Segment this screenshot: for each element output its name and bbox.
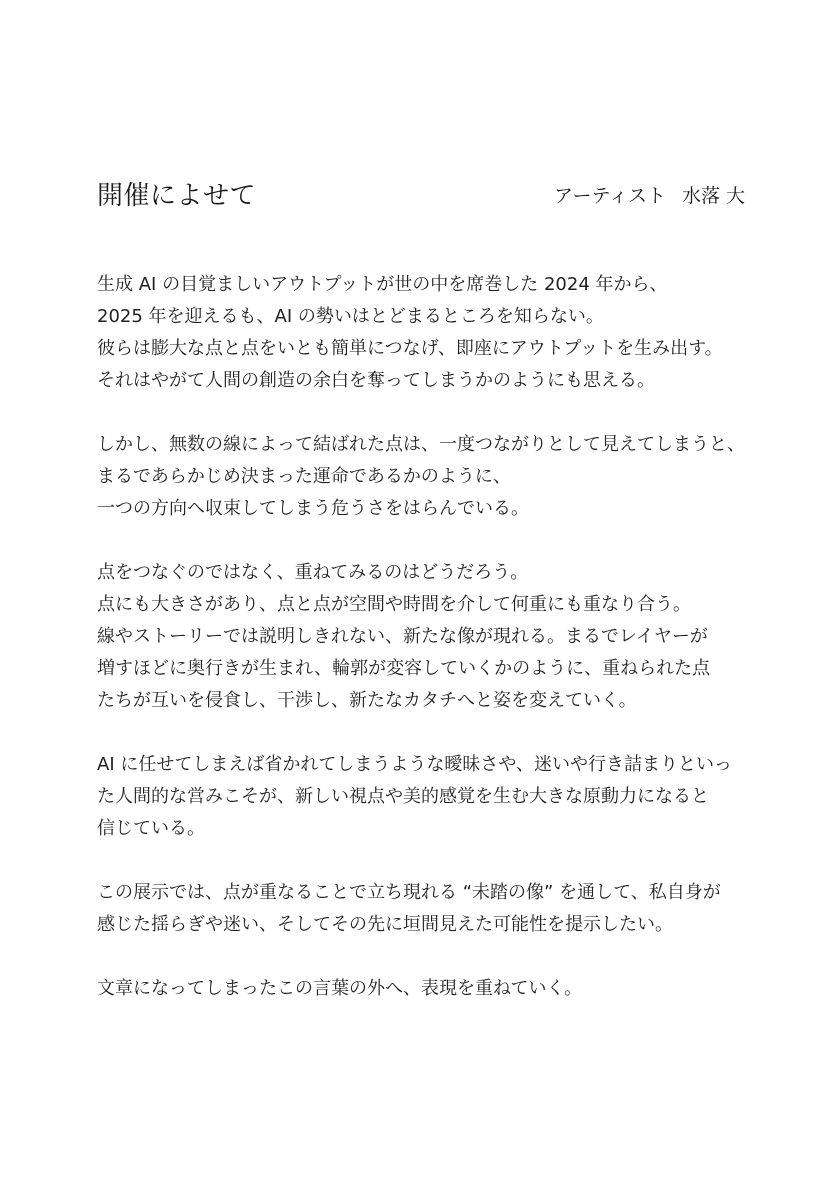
paragraph-line: まるであらかじめ決まった運命であるかのように、 bbox=[97, 466, 511, 487]
paragraph-line: 彼らは膨大な点と点をいとも簡単につなげ、即座にアウトプットを生み出す。 bbox=[97, 338, 723, 359]
paragraph-line: 増すほどに奥行きが生まれ、輪郭が変容していくかのように、重ねられた点 bbox=[97, 658, 711, 679]
paragraph-line: た人間的な営みこそが、新しい視点や美的感覚を生む大きな原動力になると bbox=[97, 786, 709, 807]
paragraph-line: 信じている。 bbox=[97, 818, 205, 839]
paragraph-line: AI に任せてしまえば省かれてしまうような曖昧さや、迷いや行き詰まりといっ bbox=[97, 754, 732, 775]
paragraph-line: この展示では、点が重なることで立ち現れる “未踏の像” を通して、私自身が bbox=[97, 882, 721, 903]
paragraph-line: 生成 AI の目覚ましいアウトプットが世の中を席巻した 2024 年から、 bbox=[97, 274, 668, 295]
document-body bbox=[97, 269, 757, 1037]
paragraph bbox=[97, 269, 757, 397]
paragraph bbox=[97, 429, 757, 525]
paragraph bbox=[97, 749, 757, 845]
paragraph-line: 2025 年を迎えるも、AI の勢いはとどまるところを知らない。 bbox=[97, 306, 604, 327]
paragraph bbox=[97, 973, 757, 1005]
paragraph-line: たちが互いを侵食し、干渉し、新たなカタチへと姿を変えていく。 bbox=[97, 690, 637, 711]
paragraph-line: 文章になってしまったこの言葉の外へ、表現を重ねていく。 bbox=[97, 978, 583, 999]
artist-role: アーティスト bbox=[554, 185, 666, 207]
paragraph bbox=[97, 877, 757, 941]
paragraph-line: 一つの方向へ収束してしまう危うさをはらんでいる。 bbox=[97, 498, 529, 519]
paragraph-line: しかし、無数の線によって結ばれた点は、一度つながりとして見えてしまうと、 bbox=[97, 434, 745, 455]
paragraph bbox=[97, 557, 757, 717]
artist-name: 水落 大 bbox=[681, 185, 745, 207]
paragraph-line: 点にも大きさがあり、点と点が空間や時間を介して何重にも重なり合う。 bbox=[97, 594, 691, 615]
paragraph-line: 線やストーリーでは説明しきれない、新たな像が現れる。まるでレイヤーが bbox=[97, 626, 708, 647]
paragraph-line: それはやがて人間の創造の余白を奪ってしまうかのようにも思える。 bbox=[97, 370, 655, 391]
document-title: 開催によせて bbox=[97, 181, 257, 211]
document-header bbox=[97, 176, 745, 216]
paragraph-line: 感じた揺らぎや迷い、そしてその先に垣間見えた可能性を提示したい。 bbox=[97, 914, 673, 935]
paragraph-line: 点をつなぐのではなく、重ねてみるのはどうだろう。 bbox=[97, 562, 529, 583]
artist-credit bbox=[554, 180, 745, 212]
